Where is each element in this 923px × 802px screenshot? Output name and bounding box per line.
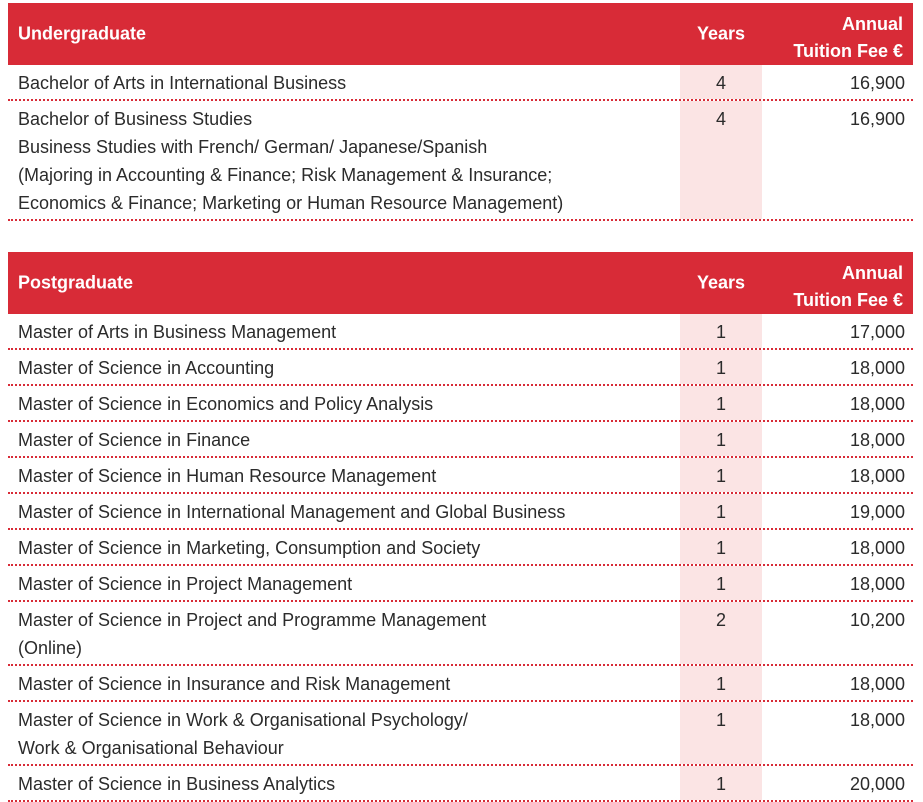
- years-cell: 1: [680, 702, 762, 764]
- table-row: [8, 666, 913, 702]
- fee-cell: 16,900: [849, 73, 905, 93]
- programme-name: [8, 101, 678, 219]
- fee-cell: 16,900: [849, 109, 905, 129]
- programme-name-line: Master of Science in Finance: [18, 430, 251, 450]
- programme-name-line: Master of Science in International Management and Global Business: [18, 502, 566, 522]
- table-row: [8, 101, 913, 221]
- fee-cell: 18,000: [849, 466, 905, 486]
- years-cell: 1: [680, 566, 762, 600]
- table-row: [8, 602, 913, 666]
- years-cell: 2: [680, 602, 762, 664]
- programme-name: [8, 494, 678, 528]
- programme-name-line: Master of Science in Marketing, Consumption and Society: [18, 538, 481, 558]
- programme-name-line: Economics & Finance; Marketing or Human Resource Management): [18, 193, 564, 213]
- undergraduate-header: [8, 3, 913, 65]
- years-cell: 1: [680, 422, 762, 456]
- fee-cell: 18,000: [849, 538, 905, 558]
- programme-name-line: Bachelor of Business Studies: [18, 109, 253, 129]
- years-column-header: Years: [696, 23, 746, 44]
- programme-name-line: Bachelor of Arts in International Business: [18, 73, 347, 93]
- fee-cell: 18,000: [849, 674, 905, 694]
- programme-name-line: Master of Science in Project and Programme Management: [18, 610, 487, 630]
- table-row: [8, 386, 913, 422]
- years-cell: 1: [680, 494, 762, 528]
- fee-cell: 20,000: [849, 774, 905, 794]
- fee-header-line1: Annual: [842, 14, 903, 34]
- programme-name-line: Master of Science in Work & Organisational Psychology/: [18, 710, 468, 730]
- fee-column-header: [793, 260, 903, 314]
- fee-header-line2: Tuition Fee €: [793, 41, 903, 61]
- programme-name-line: Master of Science in Insurance and Risk Management: [18, 674, 451, 694]
- table-row: [8, 566, 913, 602]
- postgraduate-header: [8, 252, 913, 314]
- table-row: [8, 702, 913, 766]
- programme-name: [8, 602, 678, 664]
- programme-name: [8, 566, 678, 600]
- fee-cell: 18,000: [849, 574, 905, 594]
- fee-cell: 18,000: [849, 710, 905, 730]
- fee-header-line2: Tuition Fee €: [793, 290, 903, 310]
- years-cell: 1: [680, 314, 762, 348]
- years-cell: 1: [680, 666, 762, 700]
- years-cell: 1: [680, 458, 762, 492]
- programme-name: [8, 666, 678, 700]
- undergraduate-rows: [8, 65, 913, 221]
- table-row: [8, 350, 913, 386]
- fee-cell: 19,000: [849, 502, 905, 522]
- fee-cell: 17,000: [849, 322, 905, 342]
- fee-cell: 18,000: [849, 358, 905, 378]
- fee-cell: 18,000: [849, 430, 905, 450]
- programme-name: [8, 422, 678, 456]
- years-column-header: Years: [696, 272, 746, 293]
- years-cell: 1: [680, 766, 762, 800]
- programme-name-line: Master of Science in Economics and Policy Analysis: [18, 394, 434, 414]
- programme-name: [8, 458, 678, 492]
- years-cell: 1: [680, 530, 762, 564]
- programme-name-line: Master of Science in Human Resource Management: [18, 466, 437, 486]
- programme-name: [8, 530, 678, 564]
- programme-name: [8, 386, 678, 420]
- table-row: [8, 65, 913, 101]
- programme-name: [8, 766, 678, 800]
- programme-name-line: Master of Science in Project Management: [18, 574, 353, 594]
- fee-cell: 18,000: [849, 394, 905, 414]
- programme-name: [8, 350, 678, 384]
- programme-name-line: (Online): [18, 638, 83, 658]
- table-row: [8, 494, 913, 530]
- table-row: [8, 422, 913, 458]
- postgraduate-rows: [8, 314, 913, 802]
- programme-name-line: (Majoring in Accounting & Finance; Risk Management & Insurance;: [18, 165, 553, 185]
- years-cell: 1: [680, 350, 762, 384]
- programme-name: [8, 314, 678, 348]
- programme-name: [8, 65, 678, 99]
- years-cell: 4: [680, 65, 762, 99]
- postgraduate-title: Postgraduate: [18, 272, 134, 293]
- undergraduate-table: [8, 3, 913, 221]
- fee-cell: 10,200: [849, 610, 905, 630]
- table-row: [8, 314, 913, 350]
- programme-name: [8, 702, 678, 764]
- table-row: [8, 458, 913, 494]
- programme-name-line: Master of Arts in Business Management: [18, 322, 337, 342]
- programme-name-line: Work & Organisational Behaviour: [18, 738, 284, 758]
- programme-name-line: Master of Science in Accounting: [18, 358, 275, 378]
- fee-header-line1: Annual: [842, 263, 903, 283]
- undergraduate-title: Undergraduate: [18, 23, 147, 44]
- years-cell: 4: [680, 101, 762, 219]
- table-row: [8, 530, 913, 566]
- programme-name-line: Master of Science in Business Analytics: [18, 774, 336, 794]
- postgraduate-table: [8, 252, 913, 802]
- fee-column-header: [793, 11, 903, 65]
- programme-name-line: Business Studies with French/ German/ Japanese/Spanish: [18, 137, 488, 157]
- years-cell: 1: [680, 386, 762, 420]
- table-row: [8, 766, 913, 802]
